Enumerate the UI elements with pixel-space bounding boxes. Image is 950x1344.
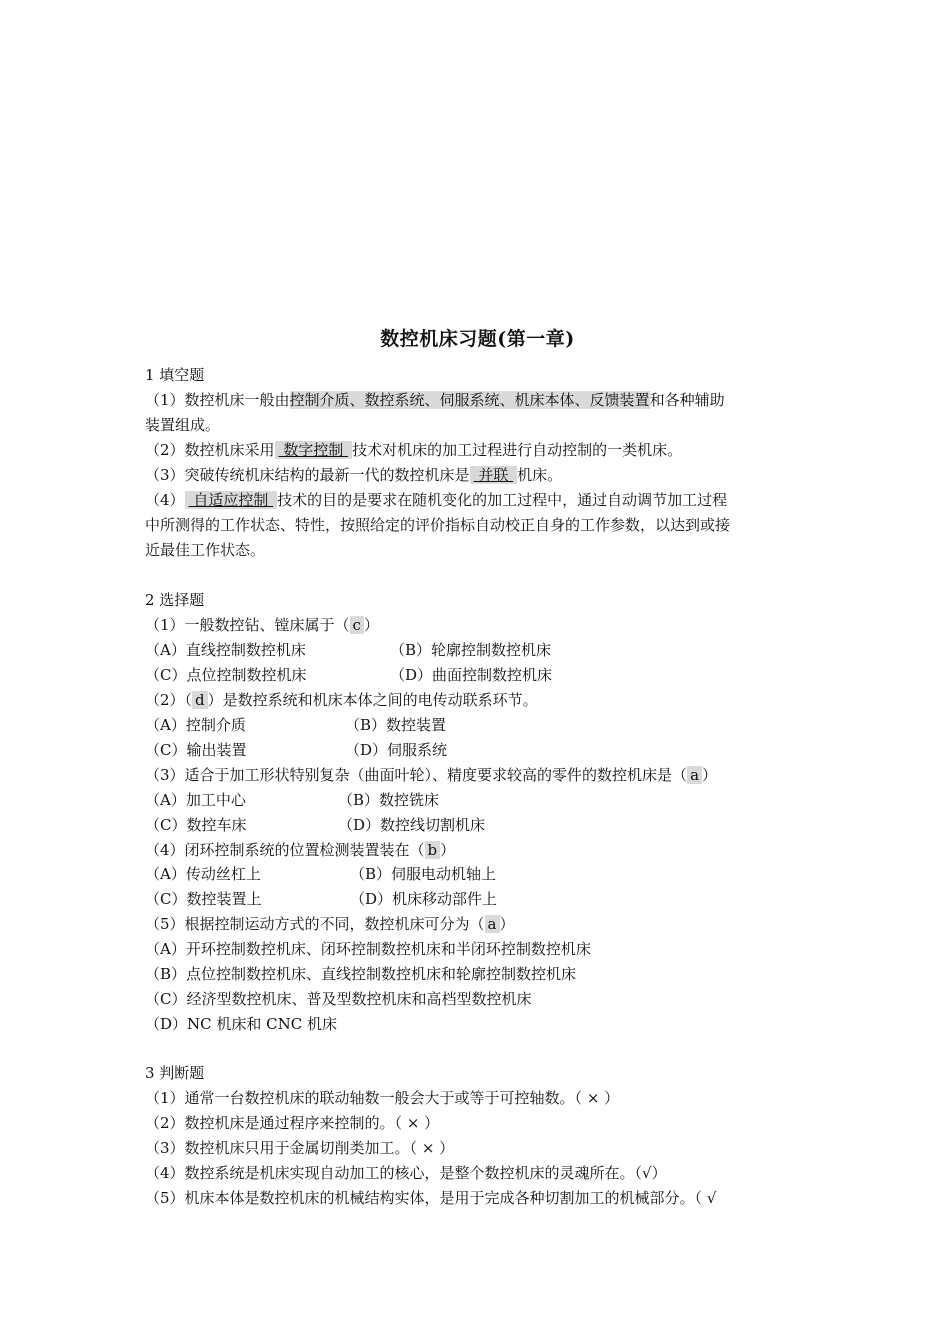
fill-question-2 [145, 438, 682, 462]
judge-item: （5）机床本体是数控机床的机械结构实体，是用于完成各种切割加工的机械部分。（ √ [145, 1189, 717, 1207]
choice-question-1 [145, 613, 379, 637]
answer-blank: 并联 [470, 466, 518, 484]
choice-options-row [145, 713, 810, 737]
choice-options-row [145, 887, 810, 911]
option-a: （A）直线控制数控机床 [145, 641, 306, 659]
option-b: （B）数控装置 [345, 716, 447, 734]
option-d: （D）曲面控制数控机床 [390, 666, 553, 684]
answer-highlight: b [425, 841, 441, 859]
judge-item: （1）通常一台数控机床的联动轴数一般会大于或等于可控轴数。（ × ） [145, 1089, 620, 1107]
option-a: （A）传动丝杠上 [145, 865, 261, 883]
option-c: （C）经济型数控机床、普及型数控机床和高档型数控机床 [145, 990, 532, 1008]
choice-question-4 [145, 838, 455, 862]
option-c: （C）输出装置 [145, 741, 247, 759]
option-a: （A）控制介质 [145, 716, 246, 734]
answer-highlight: a [687, 766, 702, 784]
judge-item: （4）数控系统是机床实现自动加工的核心，是整个数控机床的灵魂所在。（√） [145, 1164, 667, 1182]
choice-options-row [145, 862, 810, 886]
option-d: （D）机床移动部件上 [350, 890, 498, 908]
fill-question-1 [145, 388, 725, 412]
question-text: 机床。 [517, 466, 563, 484]
question-text: ） [702, 766, 718, 784]
option-d: （D）NC 机床和 CNC 机床 [145, 1015, 338, 1033]
question-text: （1）一般数控钻、镗床属于（ [145, 616, 350, 634]
option-d: （D）伺服系统 [345, 741, 448, 759]
option-c: （C）数控车床 [145, 816, 247, 834]
question-text: （4） [145, 491, 185, 509]
answer-blank: 数字控制 [275, 441, 353, 459]
answer-highlight: a [485, 915, 500, 933]
question-text: （1）数控机床一般由 [145, 391, 290, 409]
question-text: ）是数控系统和机床本体之间的电传动联系环节。 [207, 691, 538, 709]
option-b: （B）数控铣床 [338, 791, 440, 809]
option-b: （B）点位控制数控机床、直线控制数控机床和轮廓控制数控机床 [145, 965, 577, 983]
option-c: （C）点位控制数控机床 [145, 666, 307, 684]
question-text: （2）（ [145, 691, 193, 709]
judge-item: （3）数控机床只用于金属切削类加工。（ × ） [145, 1139, 455, 1157]
choice-question-5 [145, 912, 515, 936]
option-c: （C）数控装置上 [145, 890, 262, 908]
option-d: （D）数控线切割机床 [338, 816, 486, 834]
fill-question-3 [145, 463, 562, 487]
choice-question-3 [145, 763, 717, 787]
choice-options-row [145, 638, 810, 662]
question-text: 技术的目的是要求在随机变化的加工过程中，通过自动调节加工过程 [277, 491, 728, 509]
section-heading-fill-blank: 1 填空题 [145, 366, 205, 384]
fill-question-4-cont: 近最佳工作状态。 [145, 541, 266, 559]
answer-highlight: d [192, 691, 208, 709]
fill-question-4-cont: 中所测得的工作状态、特性，按照给定的评价指标自动校正自身的工作参数，以达到或接 [145, 516, 731, 534]
question-text: ） [440, 841, 456, 859]
choice-options-row [145, 788, 810, 812]
question-text: 和各种辅助 [649, 391, 725, 409]
option-b: （B）轮廓控制数控机床 [390, 641, 552, 659]
question-text: （5）根据控制运动方式的不同，数控机床可分为（ [145, 915, 485, 933]
question-text: ） [499, 915, 515, 933]
question-text: ） [363, 616, 379, 634]
question-text: （3）适合于加工形状特别复杂（曲面叶轮）、精度要求较高的零件的数控机床是（ [145, 766, 688, 784]
choice-options-row [145, 738, 810, 762]
question-text: 技术对机床的加工过程进行自动控制的一类机床。 [352, 441, 683, 459]
answer-highlight: c [350, 616, 364, 634]
document-title: 数控机床习题(第一章) [380, 328, 575, 350]
section-heading-true-false: 3 判断题 [145, 1064, 205, 1082]
question-text: （2）数控机床采用 [145, 441, 275, 459]
option-a: （A）加工中心 [145, 791, 246, 809]
choice-options-row [145, 663, 810, 687]
fill-question-4 [145, 488, 727, 512]
option-b: （B）伺服电动机轴上 [350, 865, 497, 883]
option-a: （A）开环控制数控机床、闭环控制数控机床和半闭环控制数控机床 [145, 940, 591, 958]
answer-blank: 自适应控制 [185, 491, 278, 509]
choice-question-2 [145, 688, 538, 712]
fill-question-1-cont: 装置组成。 [145, 416, 221, 434]
judge-item: （2）数控机床是通过程序来控制的。（ × ） [145, 1114, 440, 1132]
answer-highlight: 控制介质、数控系统、伺服系统、机床本体、反馈装置 [289, 391, 650, 409]
section-heading-choice: 2 选择题 [145, 591, 205, 609]
question-text: （4）闭环控制系统的位置检测装置装在（ [145, 841, 425, 859]
choice-options-row [145, 813, 810, 837]
question-text: （3）突破传统机床结构的最新一代的数控机床是 [145, 466, 470, 484]
